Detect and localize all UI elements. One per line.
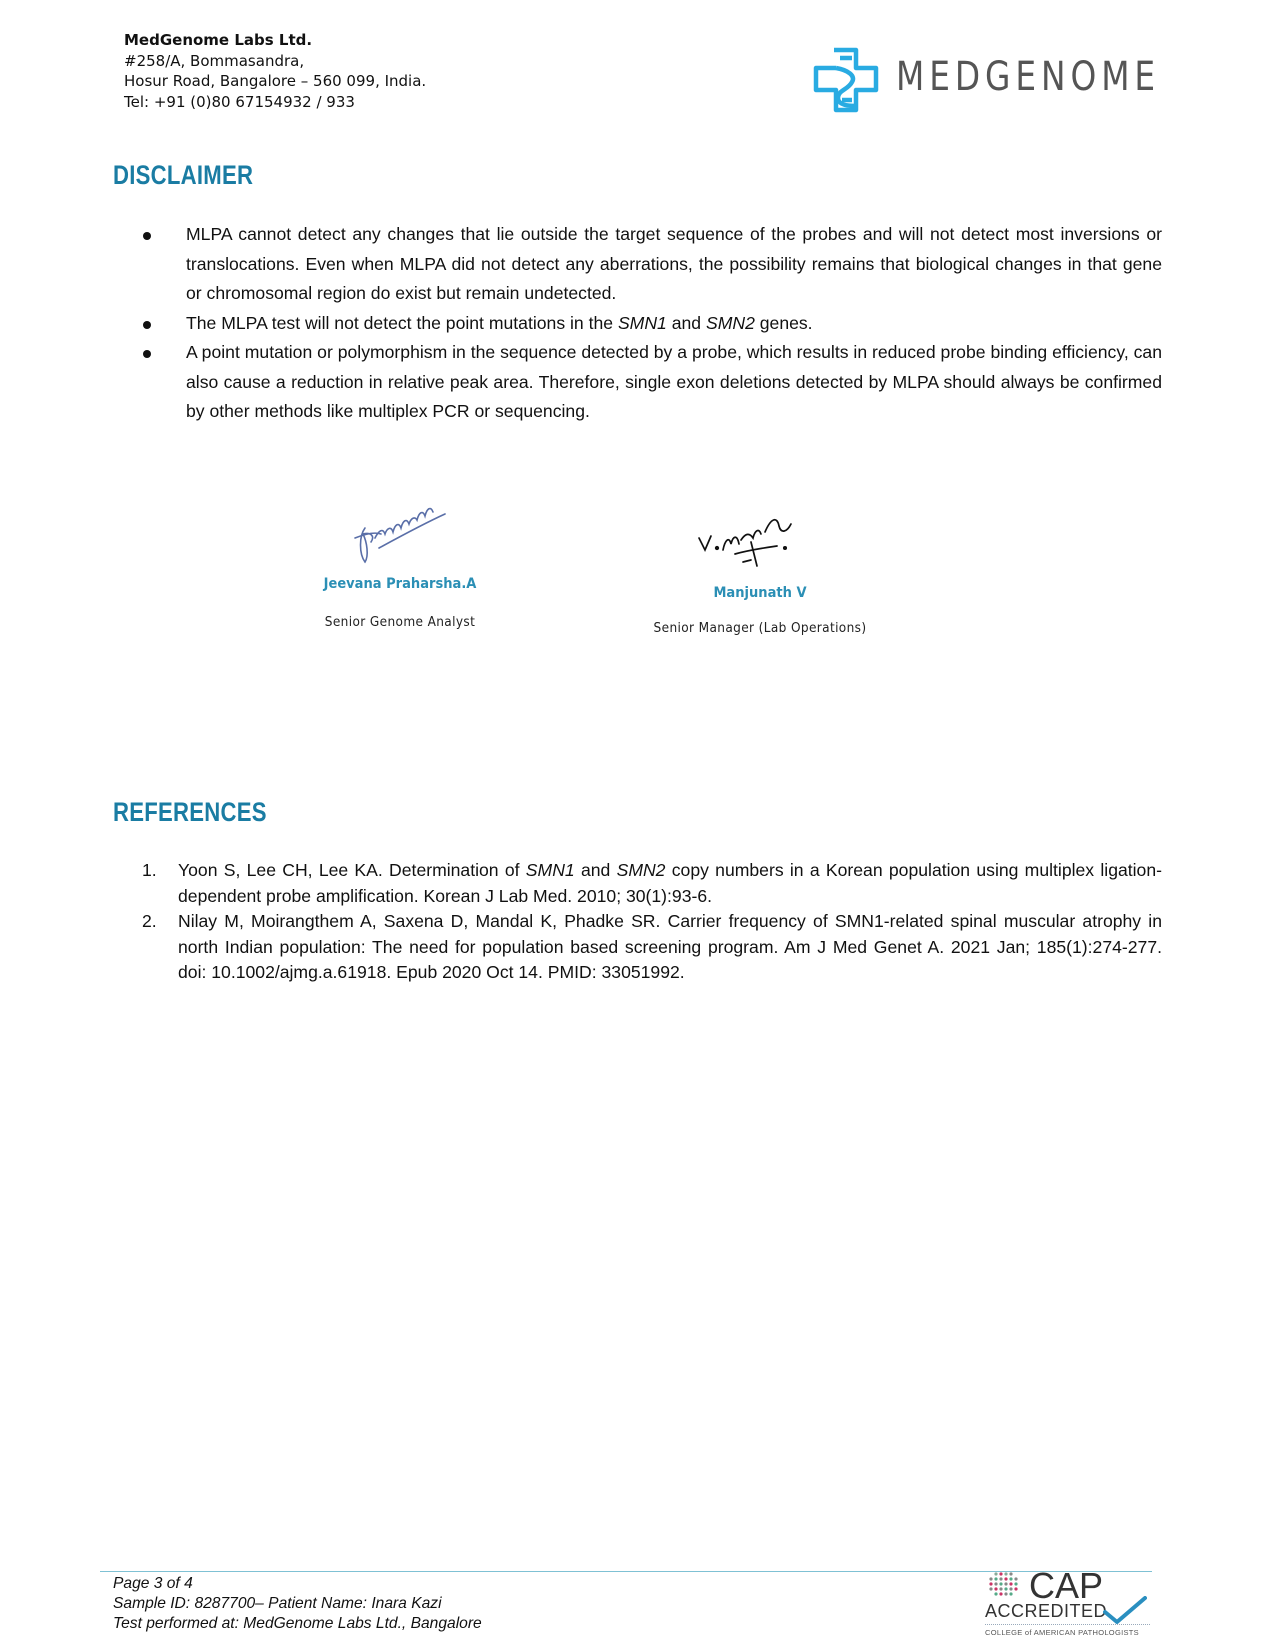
phone-number: Tel: +91 (0)80 67154932 / 933 xyxy=(124,92,355,111)
reference-number: 2. xyxy=(142,911,157,932)
cap-dot-grid-icon xyxy=(986,1570,1022,1600)
signatory-title: Senior Manager (Lab Operations) xyxy=(653,620,867,636)
reference-item: 2. Nilay M, Moirangthem A, Saxena D, Mandal K, Phadke SR. Carrier frequency of SMN1-related spinal muscular atrophy in north Indian population: The need for population based screening program. Am J Med Genet A. 2021 Jan; 185(1):274-277. doi: 10.1002/ajmg.a.61918. Epub 2020 Oct 14. PMID: 33051992. xyxy=(142,911,1162,983)
cap-wordmark: CAP xyxy=(1029,1565,1104,1606)
cap-divider xyxy=(985,1624,1150,1625)
disclaimer-item: A point mutation or polymorphism in the sequence detected by a probe, which results in reduced probe binding efficiency, can also cause a reduction in relative peak area. Therefore, single exon deletions detected by MLPA should always be confirmed by other methods like multiplex PCR or sequencing. xyxy=(186,338,1162,427)
gene-name: SMN2 xyxy=(616,860,666,880)
company-name: MedGenome Labs Ltd. xyxy=(124,31,313,49)
gene-name: SMN1 xyxy=(525,860,575,880)
reference-number: 1. xyxy=(142,860,157,880)
disclaimer-item: MLPA cannot detect any changes that lie outside the target sequence of the probes and will not detect most inversions or translocations. Even when MLPA did not detect any aberrations, the possibility remains that biological changes in that gene or chromosomal region do exist but remain undetected. xyxy=(186,220,1162,309)
test-location: Test performed at: MedGenome Labs Ltd., Bangalore xyxy=(113,1615,482,1632)
medgenome-cross-dna-icon xyxy=(812,46,882,116)
signatory-name: Manjunath V xyxy=(713,585,807,601)
cap-subtitle: COLLEGE of AMERICAN PATHOLOGISTS xyxy=(985,1628,1139,1637)
references-heading: REFERENCES xyxy=(113,797,267,827)
page-number: Page 3 of 4 xyxy=(113,1575,193,1592)
signature-manjunath-icon xyxy=(695,510,805,570)
page-footer xyxy=(113,1574,482,1634)
disclaimer-heading: DISCLAIMER xyxy=(113,160,254,190)
lab-address-block xyxy=(124,30,426,112)
bullet-icon xyxy=(143,350,151,358)
references-list xyxy=(142,858,1162,986)
signatory-name: Jeevana Praharsha.A xyxy=(323,576,477,592)
logo-wordmark: MEDGENOME xyxy=(896,54,1161,100)
signatory-title: Senior Genome Analyst xyxy=(324,614,476,630)
signature-jeevana-icon xyxy=(345,498,455,570)
signatory-block xyxy=(640,510,880,650)
signatory-block xyxy=(300,498,500,638)
checkmark-icon xyxy=(1103,1596,1147,1624)
disclaimer-list xyxy=(186,220,1162,427)
bullet-icon xyxy=(143,232,151,240)
sample-info: Sample ID: 8287700– Patient Name: Inara Kazi xyxy=(113,1595,442,1612)
address-line-1: #258/A, Bommasandra, xyxy=(124,51,305,70)
reference-item: 1. Yoon S, Lee CH, Lee KA. Determination of SMN1 and SMN2 copy numbers in a Korean population using multiplex ligation-dependent probe amplification. Korean J Lab Med. 2010; 30(1):93-6. xyxy=(142,860,1162,906)
address-line-2: Hosur Road, Bangalore – 560 099, India. xyxy=(124,72,427,90)
cap-accredited-logo xyxy=(985,1565,1155,1640)
cap-accredited-label: ACCREDITED xyxy=(985,1601,1108,1621)
medgenome-logo xyxy=(812,46,1161,116)
disclaimer-item: The MLPA test will not detect the point mutations in the SMN1 and SMN2 genes. xyxy=(186,309,1162,339)
gene-name: SMN1 xyxy=(617,312,667,333)
bullet-icon xyxy=(143,321,151,329)
gene-name: SMN2 xyxy=(705,312,755,333)
